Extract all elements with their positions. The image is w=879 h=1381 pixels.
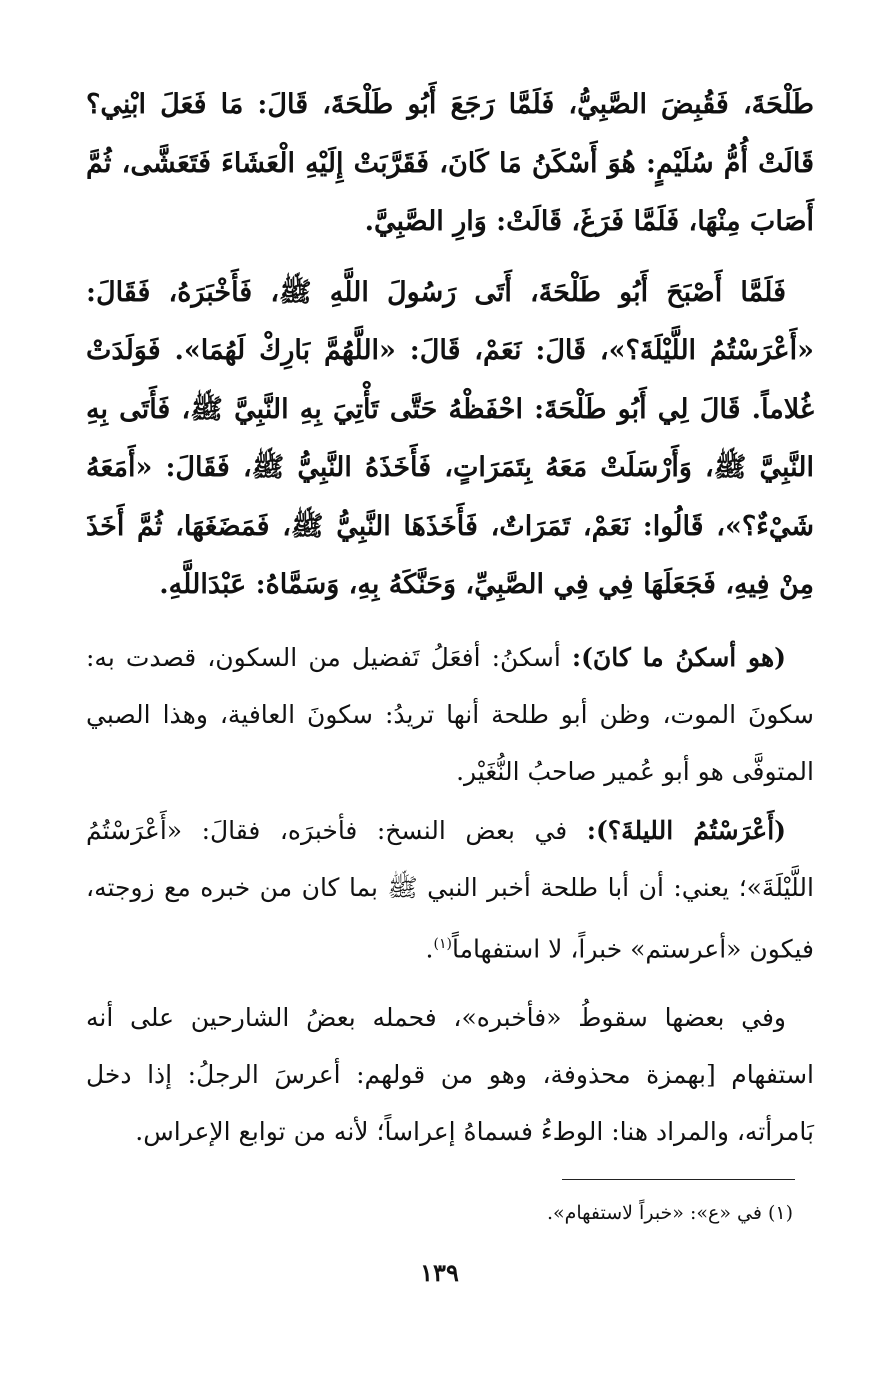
page-number: ١٣٩: [420, 1258, 459, 1287]
commentary-text-2-end: .: [425, 933, 434, 963]
commentary-term-2: (أَعْرَسْتُمُ الليلةَ؟):: [586, 815, 786, 845]
commentary-text-2: في بعض النسخ: فأخبرَه، فقالَ: «أَعْرَسْتُمُ اللَّيْلَةَ»؛ يعني: أن أبا طلحة أخبر النبي ﷺ بما كان من خبره مع زوجته، فيكون «أعرستم» خبراً، لا استفهاماً: [86, 815, 814, 963]
commentary-paragraph-3: وفي بعضها سقوطُ «فأخبره»، فحمله بعضُ الشارحين على أنه استفهام [بهمزة محذوفة، وهو من قولهم: أعرسَ الرجلُ: إذا دخل بَامرأته، والمراد هنا: الوطءُ فسماهُ إعراساً؛ لأنه من توابع الإعراس.: [86, 1002, 814, 1146]
footnote-reference: (١): [433, 935, 452, 952]
commentary-paragraph-1: [86, 629, 814, 800]
footnote-separator: [562, 1179, 795, 1180]
footnote: (١) في «ع»: «خبراً لاستفهام».: [546, 1202, 793, 1224]
commentary-paragraph-2: [86, 802, 814, 977]
hadith-paragraph-1: طَلْحَةَ، فَقُبِضَ الصَّبِيُّ، فَلَمَّا رَجَعَ أَبُو طَلْحَةَ، قَالَ: مَا فَعَلَ ابْنِي؟ قَالَتْ أُمُّ سُلَيْمٍ: هُوَ أَسْكَنُ مَا كَانَ، فَقَرَّبَتْ إِلَيْهِ الْعَشَاءَ فَتَعَشَّى، ثُمَّ أَصَابَ مِنْهَا، فَلَمَّا فَرَغَ، قَالَتْ: وَارِ الصَّبِيَّ.: [86, 89, 814, 237]
page-body: [86, 76, 814, 1160]
commentary-term-1: (هو أسكنُ ما كانَ):: [571, 642, 786, 672]
hadith-paragraph-2: فَلَمَّا أَصْبَحَ أَبُو طَلْحَةَ، أَتَى رَسُولَ اللَّهِ ﷺ، فَأَخْبَرَهُ، فَقَالَ: «أَعْرَسْتُمُ اللَّيْلَةَ؟»، قَالَ: نَعَمْ، قَالَ: «اللَّهُمَّ بَارِكْ لَهُمَا». فَوَلَدَتْ غُلاماً. قَالَ لِي أَبُو طَلْحَةَ: احْفَظْهُ حَتَّى تَأْتِيَ بِهِ النَّبِيَّ ﷺ، فَأَتَى بِهِ النَّبِيَّ ﷺ، وَأَرْسَلَتْ مَعَهُ بِتَمَرَاتٍ، فَأَخَذَهُ النَّبِيُّ ﷺ، فَقَالَ: «أَمَعَهُ شَيْءٌ؟»، قَالُوا: نَعَمْ، تَمَرَاتٌ، فَأَخَذَهَا النَّبِيُّ ﷺ، فَمَضَغَهَا، ثُمَّ أَخَذَ مِنْ فِيهِ، فَجَعَلَهَا فِي فِي الصَّبِيِّ، وَحَنَّكَهُ بِهِ، وَسَمَّاهُ: عَبْدَاللَّهِ.: [86, 276, 814, 600]
commentary-text-1: أسكنُ: أفعَلُ تَفضيل من السكون، قصدت به: سكونَ الموت، وظن أبو طلحة أنها تريدُ: سكونَ العافية، وهذا الصبي المتوفَّى هو أبو عُمير صاحبُ النُّغَيْر.: [86, 642, 814, 786]
